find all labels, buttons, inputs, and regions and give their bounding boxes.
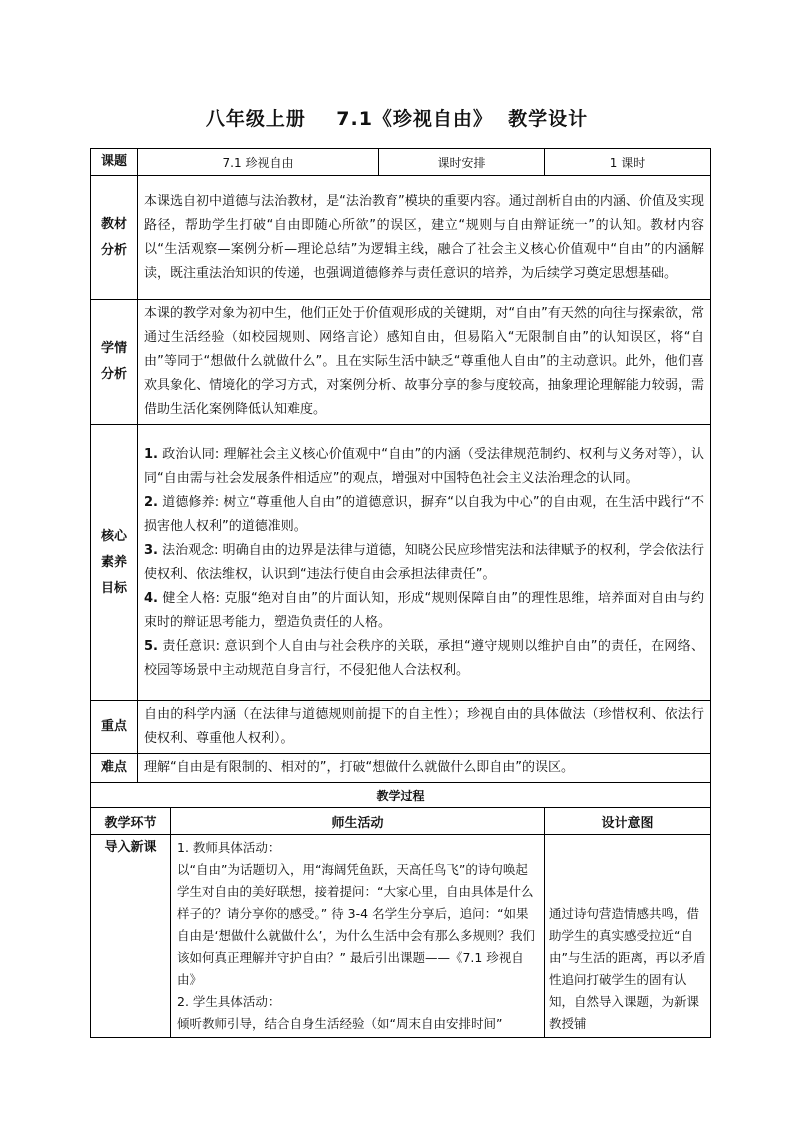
goals-label-line3: 目标 <box>100 580 127 596</box>
goal-number: 4. <box>144 590 158 606</box>
goal-text: 责任意识: 意识到个人自由与社会秩序的关联，承担“遵守规则以维护自由”的责任，在网络、校园等场景中主动规范自身言行，不侵犯他人合法权利。 <box>144 638 704 678</box>
key-point-label: 重点 <box>91 701 138 754</box>
activity-column-header: 师生活动 <box>171 808 545 835</box>
goal-text: 政治认同: 理解社会主义核心价值观中“自由”的内涵（受法律规范制约、权利与义务对等），认同“自由需与社会发展条件相适应”的观点，增强对中国特色社会主义法治理念的认同。 <box>144 446 704 486</box>
topic-row <box>91 149 711 176</box>
student-activity-text: 倾听教师引导，结合自身生活经验（如“周末自由安排时间” <box>177 1016 503 1031</box>
goal-number: 5. <box>144 638 158 654</box>
process-section-row <box>91 783 711 808</box>
topic-value: 7.1 珍视自由 <box>138 149 379 176</box>
goal-text: 健全人格: 克服“绝对自由”的片面认知，形成“规则保障自由”的理性思维，培养面对自由与约束时的辩证思考能力，塑造负责任的人格。 <box>144 590 704 630</box>
goals-label-line1: 核心 <box>100 528 127 544</box>
goal-text: 道德修养: 树立“尊重他人自由”的道德意识，摒弃“以自我为中心”的自由观，在生活中践行“不损害他人权利”的道德准则。 <box>144 494 704 534</box>
goal-number: 2. <box>144 494 158 510</box>
key-point-text: 自由的科学内涵（在法律与道德规则前提下的自主性）；珍视自由的具体做法（珍惜权利、依法行使权利、尊重他人权利）。 <box>138 701 711 754</box>
students-label <box>91 300 138 425</box>
activity-intro <box>171 835 545 1038</box>
stage-intro: 导入新课 <box>91 835 171 1038</box>
difficulty-row <box>91 754 711 783</box>
goal-item <box>144 491 704 539</box>
goal-item <box>144 587 704 635</box>
textbook-label <box>91 176 138 300</box>
intent-intro: 通过诗句营造情感共鸣，借助学生的真实感受拉近“自由”与生活的距离，再以矛盾性追问打破学生的固有认知，自然导入课题，为新课教授铺 <box>545 835 711 1038</box>
schedule-value: 1 课时 <box>545 149 711 176</box>
schedule-label: 课时安排 <box>379 149 545 176</box>
textbook-label-line1: 教材 <box>100 216 127 232</box>
textbook-label-line2: 分析 <box>100 242 127 258</box>
textbook-row <box>91 176 711 300</box>
key-point-row <box>91 701 711 754</box>
teacher-activity-heading: 1. 教师具体活动： <box>177 840 281 855</box>
process-row-intro <box>91 835 711 1038</box>
topic-label: 课题 <box>91 149 138 176</box>
difficulty-label: 难点 <box>91 754 138 783</box>
goals-row <box>91 425 711 701</box>
goal-number: 3. <box>144 542 158 558</box>
document-title: 八年级上册 7.1《珍视自由》 教学设计 <box>205 108 589 130</box>
goals-content <box>138 425 711 701</box>
goals-label-line2: 素养 <box>100 554 127 570</box>
process-header-row <box>91 808 711 835</box>
difficulty-text: 理解“自由是有限制的、相对的”，打破“想做什么就做什么即自由”的误区。 <box>138 754 711 783</box>
student-activity-heading: 2. 学生具体活动： <box>177 994 281 1009</box>
students-label-line1: 学情 <box>100 341 127 356</box>
lesson-plan-table <box>90 148 711 1038</box>
goals-label <box>91 425 138 701</box>
intent-column-header: 设计意图 <box>545 808 711 835</box>
goal-item <box>144 635 704 683</box>
students-row <box>91 300 711 425</box>
process-section-title: 教学过程 <box>91 783 711 808</box>
goal-item <box>144 539 704 587</box>
stage-column-header: 教学环节 <box>91 808 171 835</box>
teacher-activity-text: 以“自由”为话题切入，用“海阔凭鱼跃，天高任鸟飞”的诗句唤起学生对自由的美好联想，接着提问：“大家心里，自由具体是什么样子的？请分享你的感受。” 待 3-4 名学生分享后，追问：“如果自由是‘想做什么就做什么’，为什么生活中会有那么多规则？我们该如何真正理解并守护自由？” 最后引出课题——《7.1 珍视自由》 <box>177 862 535 987</box>
textbook-text: 本课选自初中道德与法治教材，是“法治教育”模块的重要内容。通过剖析自由的内涵、价值及实现路径，帮助学生打破“自由即随心所欲”的误区，建立“规则与自由辩证统一”的认知。教材内容以“生活观察—案例分析—理论总结”为逻辑主线，融合了社会主义核心价值观中“自由”的内涵解读，既注重法治知识的传递，也强调道德修养与责任意识的培养，为后续学习奠定思想基础。 <box>138 176 711 300</box>
goal-item <box>144 443 704 491</box>
students-label-line2: 分析 <box>100 367 127 382</box>
goal-text: 法治观念: 明确自由的边界是法律与道德，知晓公民应珍惜宪法和法律赋予的权利，学会依法行使权利、依法维权，认识到“违法行使自由会承担法律责任”。 <box>144 542 704 582</box>
students-text: 本课的教学对象为初中生，他们正处于价值观形成的关键期，对“自由”有天然的向往与探索欲，常通过生活经验（如校园规则、网络言论）感知自由，但易陷入“无限制自由”的认知误区，将“自由”等同于“想做什么就做什么”。且在实际生活中缺乏“尊重他人自由”的主动意识。此外，他们喜欢具象化、情境化的学习方式，对案例分析、故事分享的参与度较高，抽象理论理解能力较弱，需借助生活化案例降低认知难度。 <box>138 300 711 425</box>
goal-number: 1. <box>144 446 158 462</box>
